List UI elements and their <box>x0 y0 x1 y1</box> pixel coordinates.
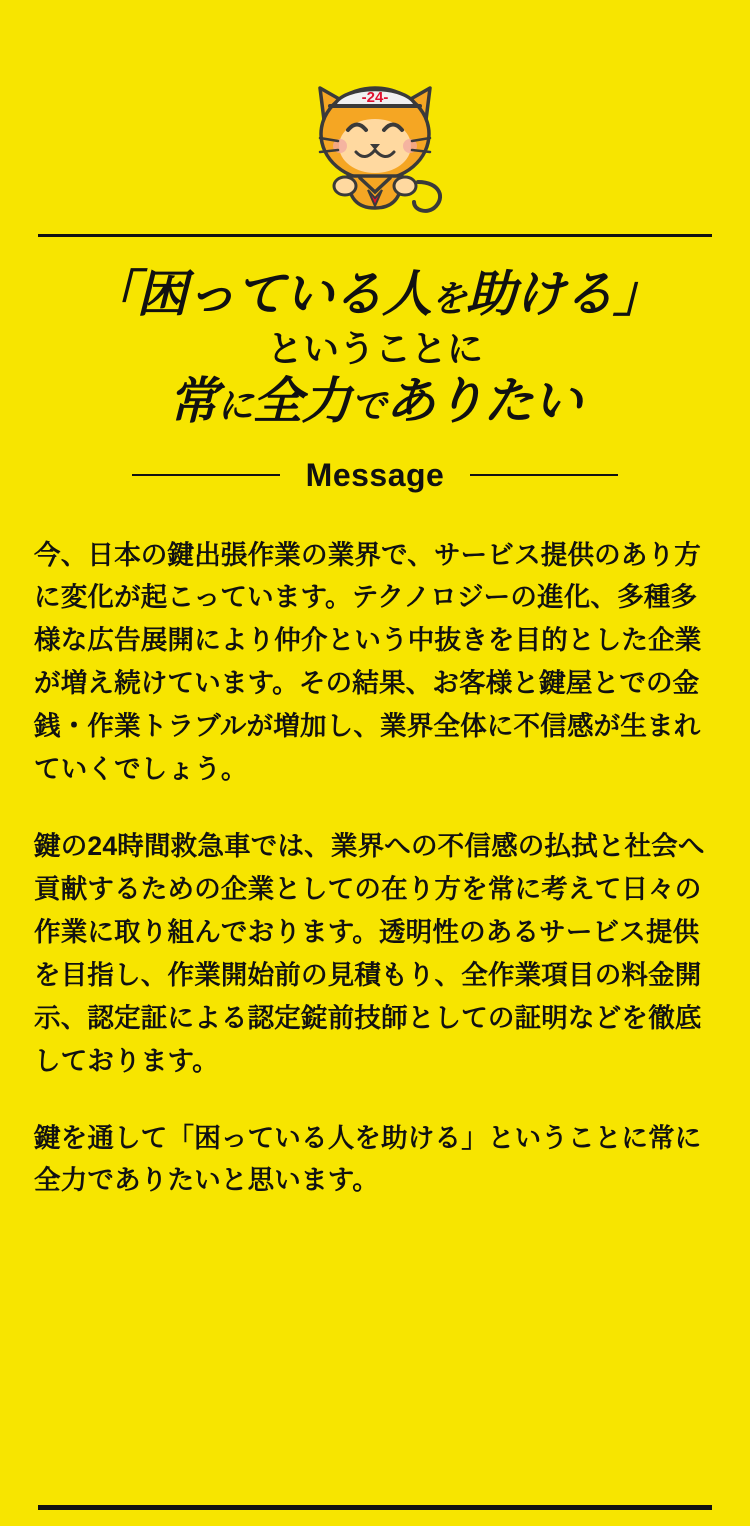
cat-mascot-icon <box>290 62 460 222</box>
section-rule-left <box>132 474 280 476</box>
headline-line-3-a: 常 <box>168 373 218 429</box>
headline-line-3-c: 全力 <box>252 373 351 429</box>
headline-line-1-particle: を <box>430 278 466 319</box>
headline-line-1-tail: 助ける」 <box>466 266 662 322</box>
bottom-divider <box>38 1505 712 1510</box>
message-paragraph-2: 鍵の24時間救急車では、業界への不信感の払拭と社会へ貢献するための企業としての在り方を常に考えて日々の作業に取り組んでおります。透明性のあるサービス提供を目指し、作業開始前の見積もり、全作業項目の料金開示、認定証による認定錠前技師としての証明などを徹底しております。 <box>34 831 705 1076</box>
section-label: Message <box>305 456 445 493</box>
headline-line-1-main: 「困っている人 <box>87 266 431 322</box>
headline-line-3-b: に <box>217 385 253 426</box>
section-label-row <box>0 457 750 494</box>
headline-line-1 <box>20 267 730 322</box>
headline-line-2: ということに <box>266 328 483 369</box>
headline-line-3-d: で <box>350 385 386 426</box>
page-title <box>0 267 750 431</box>
mascot-area <box>0 0 750 222</box>
headline-line-3-e: ありたい <box>385 373 582 429</box>
svg-text:-24-: -24- <box>361 89 389 106</box>
top-divider <box>38 234 712 237</box>
headline-line-3 <box>20 373 730 431</box>
message-body <box>34 534 716 1203</box>
message-paragraph-1: 今、日本の鍵出張作業の業界で、サービス提供のあり方に変化が起こっています。テクノロジーの進化、多種多様な広告展開により仲介という中抜きを目的とした企業が増え続けています。その結果、お客様と鍵屋とでの金銭・作業トラブルが増加し、業界全体に不信感が生まれていくでしょう。 <box>34 539 702 785</box>
section-rule-right <box>470 474 618 476</box>
message-paragraph-3: 鍵を通して「困っている人を助ける」ということに常に全力でありたいと思います。 <box>34 1122 702 1196</box>
